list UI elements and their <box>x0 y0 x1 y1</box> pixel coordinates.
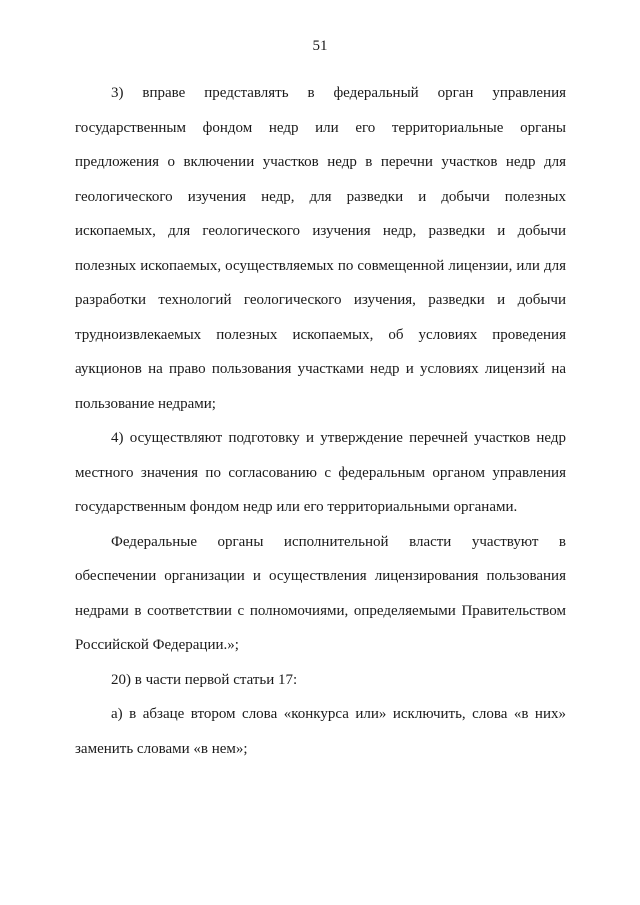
paragraph-federal-bodies: Федеральные органы исполнительной власти участвуют в обеспечении организации и осуществления лицензирования пользования недрами в соответствии с полномочиями, определяемыми Правительством Российской Федерации.»; <box>75 533 566 653</box>
paragraph-subitem-a: а) в абзаце втором слова «конкурса или» исключить, слова «в них» заменить словами «в нем»; <box>75 706 566 757</box>
paragraph-item-4: 4) осуществляют подготовку и утверждение перечней участков недр местного значения по согласованию с федеральным органом управления государственным фондом недр или его территориальными органами. <box>75 430 566 515</box>
paragraph-item-20: 20) в части первой статьи 17: <box>111 671 298 688</box>
page-number: 51 <box>312 38 328 54</box>
document-body <box>75 76 566 766</box>
paragraph-item-3: 3) вправе представлять в федеральный орган управления государственным фондом недр или его территориальные органы предложения о включении участков недр в перечни участков недр для геологического изучения недр, для разведки и добычи полезных ископаемых, для геологического изучения недр, разведки и добычи полезных ископаемых, осуществляемых по совмещенной лицензии, или для разработки технологий геологического изучения, разведки и добычи трудноизвлекаемых полезных ископаемых, об условиях проведения аукционов на право пользования участками недр и условиях лицензий на пользование недрами; <box>75 85 566 412</box>
